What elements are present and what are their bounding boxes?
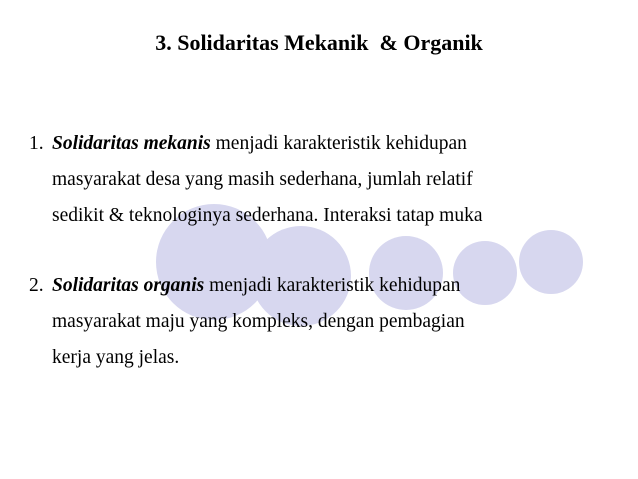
item-line: masyarakat desa yang masih sederhana, jumlah relatif	[52, 169, 473, 190]
list-item	[29, 268, 629, 376]
item-line: sedikit & teknologinya sederhana. Interaksi tatap muka	[52, 205, 483, 226]
item-number: 2.	[29, 275, 44, 296]
item-term: Solidaritas organis	[52, 275, 205, 296]
item-line	[52, 126, 629, 162]
item-term: Solidaritas mekanis	[52, 133, 211, 154]
content-list	[29, 126, 629, 376]
item-text: menjadi karakteristik kehidupan	[210, 133, 467, 154]
item-line: masyarakat maju yang kompleks, dengan pembagian	[52, 311, 465, 332]
item-line	[52, 268, 629, 304]
list-item	[29, 126, 629, 234]
item-line: kerja yang jelas.	[52, 347, 180, 368]
item-text: menjadi karakteristik kehidupan	[204, 275, 461, 296]
slide-title: 3. Solidaritas Mekanik & Organik	[155, 30, 483, 55]
item-number: 1.	[29, 133, 44, 154]
